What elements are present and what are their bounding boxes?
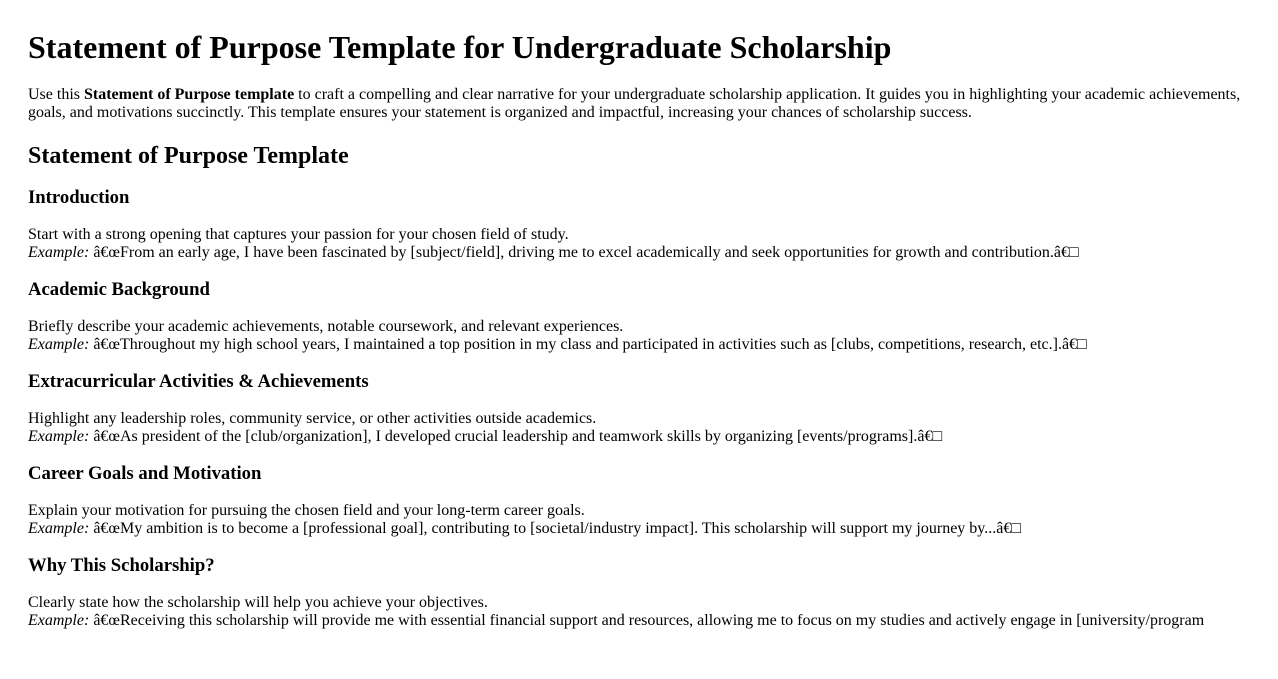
section-introduction (28, 187, 1250, 262)
intro-suffix: to craft a compelling and clear narrative for your undergraduate scholarship application. It guides you in highlighting your academic achievements, goals, and motivations succinctly. This template ensures your statement is organized and impactful, increasing your chances of scholarship success. (28, 86, 1241, 121)
section-example: â€œThroughout my high school years, I maintained a top position in my class and participated in activities such as [clubs, competitions, research, etc.].â€□ (89, 336, 1087, 353)
example-label: Example: (28, 612, 90, 629)
example-label: Example: (28, 244, 90, 261)
section-extracurricular (28, 371, 1250, 446)
intro-bold-term: Statement of Purpose template (84, 86, 295, 103)
intro-prefix: Use this (28, 86, 84, 103)
template-heading: Statement of Purpose Template (28, 143, 349, 169)
section-heading: Career Goals and Motivation (28, 463, 262, 484)
example-label: Example: (28, 520, 90, 537)
section-description: Clearly state how the scholarship will help you achieve your objectives. (28, 594, 488, 611)
section-body (28, 594, 1250, 630)
example-label: Example: (28, 428, 90, 445)
section-description: Start with a strong opening that captures your passion for your chosen field of study. (28, 226, 569, 243)
section-heading: Why This Scholarship? (28, 555, 215, 576)
section-body (28, 410, 1250, 446)
section-description: Explain your motivation for pursuing the chosen field and your long-term career goals. (28, 502, 585, 519)
page-title: Statement of Purpose Template for Undergraduate Scholarship (28, 29, 892, 65)
section-example: â€œAs president of the [club/organization], I developed crucial leadership and teamwork skills by organizing [events/programs].â€□ (89, 428, 943, 445)
section-description: Highlight any leadership roles, community service, or other activities outside academics. (28, 410, 597, 427)
section-academic-background (28, 279, 1250, 354)
intro-paragraph (28, 86, 1250, 122)
section-body (28, 226, 1250, 262)
section-example: â€œMy ambition is to become a [professional goal], contributing to [societal/industry impact]. This scholarship will support my journey by...â€□ (89, 520, 1022, 537)
section-example: â€œReceiving this scholarship will provide me with essential financial support and resources, allowing me to focus on my studies and actively engage in [university/program (89, 612, 1205, 629)
section-example: â€œFrom an early age, I have been fascinated by [subject/field], driving me to excel academically and seek opportunities for growth and contribution.â€□ (89, 244, 1079, 261)
section-body (28, 318, 1250, 354)
example-label: Example: (28, 336, 90, 353)
section-heading: Extracurricular Activities & Achievements (28, 371, 369, 392)
section-why-this-scholarship (28, 555, 1250, 630)
section-career-goals (28, 463, 1250, 538)
section-description: Briefly describe your academic achievements, notable coursework, and relevant experiences. (28, 318, 624, 335)
section-body (28, 502, 1250, 538)
section-heading: Introduction (28, 187, 130, 208)
section-heading: Academic Background (28, 279, 210, 300)
